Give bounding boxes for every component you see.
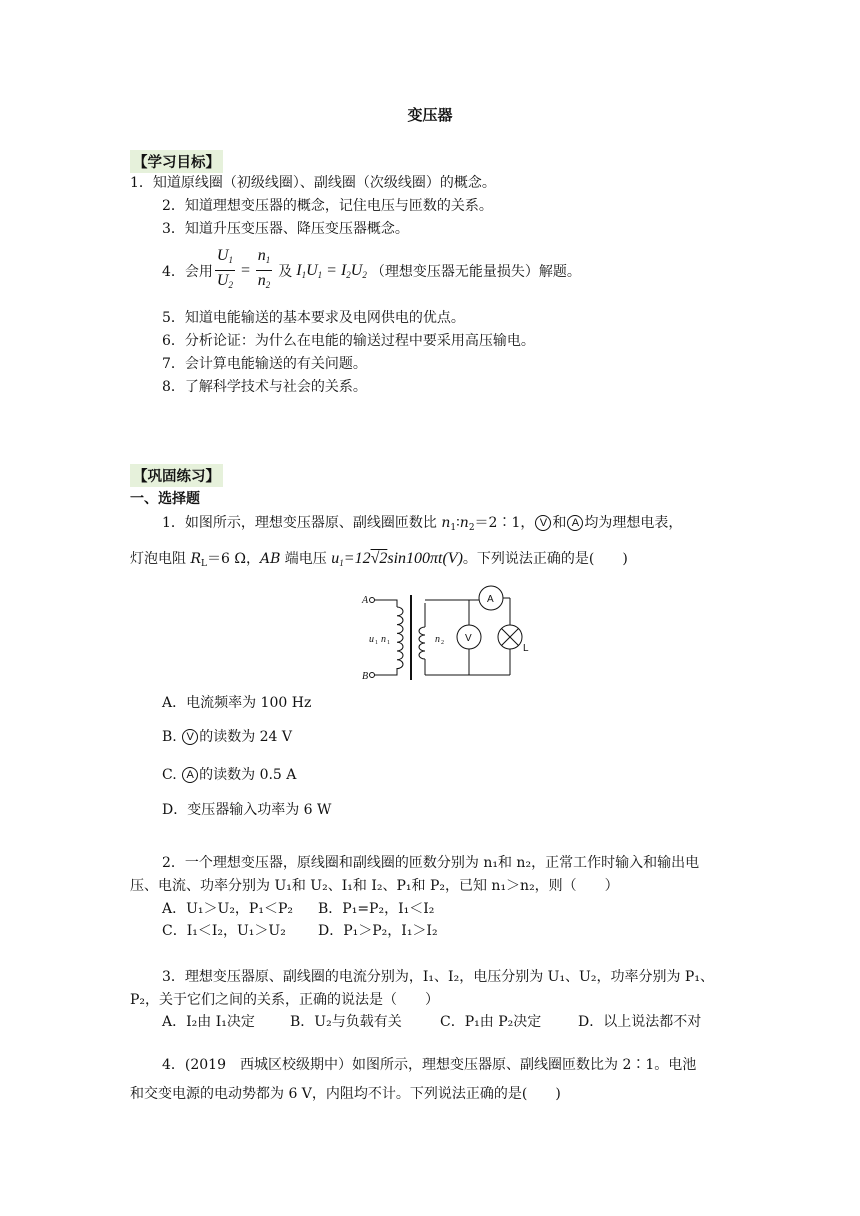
voltmeter-label: V [465,633,472,644]
q3-option-b: B．U₂与负载有关 [290,1014,402,1030]
u1-label: u [369,634,374,645]
q1-text-a: 1．如图所示，理想变压器原、副线圈匝数比 [162,515,442,531]
power-formula: $I_1U_1 = I_2U_2$ [296,261,367,280]
turns-ratio-formula: $\frac{n_1}{n_2}$ [257,247,271,290]
ammeter-label: A [487,594,494,605]
ammeter-symbol: A [567,515,583,531]
q2-line1: 2．一个理想变压器，原线圈和副线圈的匝数分别为 n₁和 n₂，正常工作时输入和输出电 [162,855,700,871]
voltage-ratio-formula: $\frac{U_1}{U_2}$ [216,247,233,290]
goal-item-7: 7．会计算电能输送的有关问题。 [162,356,367,372]
n1-label: n [381,634,386,645]
goal-item-1: 1．知道原线圈（初级线圈）、副线圈（次级线圈）的概念。 [130,175,496,191]
q1-option-d: D．变压器输入功率为 6 W [162,802,332,818]
q1-option-b-prefix: B. [162,729,182,745]
goal-item-8: 8．了解科学技术与社会的关系。 [162,379,367,395]
transformer-circuit-diagram [355,585,545,685]
q1-voltage-formula: $u_1=12√2\sin 100\pi t(V)$ [331,550,463,568]
q1-line1: 1．如图所示，理想变压器原、副线圈匝数比 $n_1∶n_2=2∶1$， V 和 A 均为理想电表， [162,515,683,533]
n2-subscript: 2 [441,640,444,646]
ammeter-symbol: A [182,767,198,783]
q3-line2: P₂，关于它们之间的关系，正确的说法是（ ） [130,992,440,1008]
goal-item-4-mid: 及 [278,263,293,280]
q2-option-c: C．I₁＜I₂，U₁＞U₂ [162,923,286,939]
q1-text-c: 和 [552,515,567,531]
section-choice: 一、选择题 [130,491,200,507]
practice-header: 【巩固练习】 [130,464,223,487]
terminal-a-label: A [362,595,369,606]
q1-text-h: 。下列说法正确的是( ) [462,551,628,567]
goal-item-4-prefix: 4．会用 [162,263,213,280]
goal-item-5: 5．知道电能输送的基本要求及电网供电的优点。 [162,310,465,326]
page-title: 变压器 [407,106,453,124]
q2-option-a: A．U₁＞U₂，P₁＜P₂ [162,901,293,917]
goal-item-2: 2．知道理想变压器的概念，记住电压与匝数的关系。 [162,198,493,214]
goal-item-6: 6．分析论证：为什么在电能的输送过程中要采用高压输电。 [162,333,535,349]
q3-line1: 3．理想变压器原、副线圈的电流分别为，I₁、I₂，电压分别为 U₁、U₂，功率分别为 P₁、 [162,969,714,985]
q3-option-c: C．P₁由 P₂决定 [440,1014,542,1030]
n2-label: n [435,634,440,645]
goal-item-4: 4．会用 $\frac{U_1}{U_2}$ = $\frac{n_1}{n_2}$ 及 $I_1U_1 = I_2U_2$ （理想变压器无能量损失）解题。 [162,246,581,295]
q1-text-g: 端电压 [280,551,332,567]
q2-option-d: D．P₁＞P₂，I₁＞I₂ [318,923,438,939]
terminal-b-label: B [362,671,369,682]
q1-option-c-prefix: C. [162,767,182,783]
lamp-label: L [523,643,529,654]
q1-line2: 灯泡电阻 $R_L=6$ Ω，AB 端电压 $u_1=12√2\sin 100\pi t(V)$。下列说法正确的是( ) [130,550,628,569]
goal-item-4-suffix: （理想变压器无能量损失）解题。 [370,263,581,280]
q1-option-b-text: 的读数为 24 V [199,729,293,745]
n1-subscript: 1 [387,640,390,646]
voltmeter-symbol: V [535,515,551,531]
q1-text-d: 均为理想电表， [584,515,683,531]
q1-option-c-text: 的读数为 0.5 A [199,767,297,783]
q3-option-d: D．以上说法都不对 [578,1014,702,1030]
q2-option-b: B．P₁=P₂，I₁＜I₂ [318,901,435,917]
q4-line2: 和交变电源的电动势都为 6 V，内阻均不计。下列说法正确的是( ) [130,1086,561,1102]
q1-text-f: ＝6 Ω， [206,551,260,567]
q4-line1: 4．(2019 西城区校级期中）如图所示，理想变压器原、副线圈匝数比为 2∶1。电池 [162,1057,697,1073]
q1-ab-label: AB [259,551,281,567]
goal-item-3: 3．知道升压变压器、降压变压器概念。 [162,221,409,237]
voltmeter-symbol: V [182,729,198,745]
goals-header: 【学习目标】 [130,150,223,173]
q3-option-a: A．I₂由 I₁决定 [162,1014,255,1030]
u1-subscript: 1 [375,640,378,646]
q2-line2: 压、电流、功率分别为 U₁和 U₂、I₁和 I₂、P₁和 P₂，已知 n₁＞n₂，则（ ） [130,878,619,894]
q1-option-a: A．电流频率为 100 Hz [162,695,312,711]
q1-text-b: ＝2∶1， [474,515,535,531]
q1-option-c [162,764,296,784]
q1-option-b [162,726,292,746]
q1-text-e: 灯泡电阻 [130,551,191,567]
